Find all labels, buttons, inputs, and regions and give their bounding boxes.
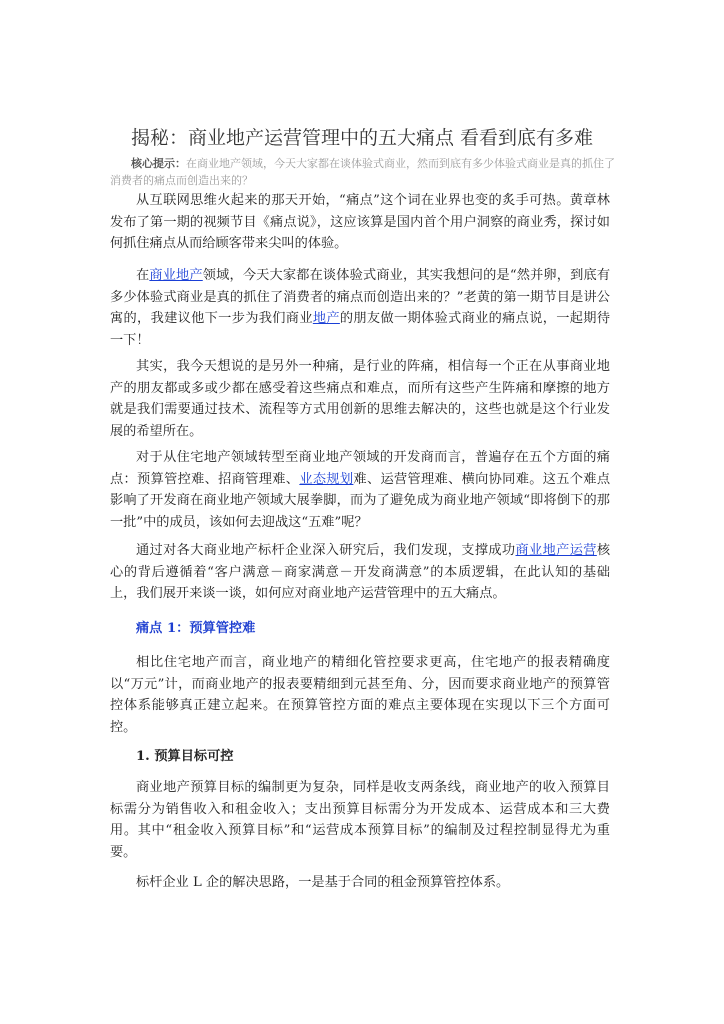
paragraph-solution: 标杆企业 L 企的解决思路，一是基于合同的租金预算管控体系。	[136, 875, 510, 890]
paragraph-experience-text-b: 领域，今天大家都在谈体验式商业，其实我想问的是“然并卵，到底有多少体验式商业是真的抓住了消费者的痛点而创造出来的？”老黄的第一期节目是讲公寓的，我建议他下一步为我们商业	[110, 268, 611, 326]
link-commercial-operation[interactable]: 商业地产运营	[515, 543, 597, 558]
link-commercial-real-estate[interactable]: 商业地产	[149, 268, 203, 283]
paragraph-experience-text-c: 的朋友做一期体验式商业的痛点说，一起期待一下！	[110, 311, 611, 348]
summary-text: 在商业地产领域，今天大家都在谈体验式商业，然而到底有多少体验式商业是真的抓住了消费者的痛点而创造出来的？	[110, 157, 615, 187]
paragraph-research-text-b: 核心的背后遵循着“客户满意－商家满意－开发商满意”的本质逻辑，在此认知的基础上，我们展开来谈一谈，如何应对商业地产运营管理中的五大痛点。	[110, 543, 611, 601]
summary-label: 核心提示：	[131, 157, 186, 170]
paragraph-five-pains-text-b: 难、运营管理难、横向协同难。这五个难点影响了开发商在商业地产领域大展拳脚，而为了避免成为商业地产领域“即将倒下的那一批”中的成员，该如何去迎战这“五难”呢？	[110, 471, 611, 530]
paragraph-five-pains-text-a: 对于从住宅地产领域转型至商业地产领域的开发商而言，普遍存在五个方面的痛点：预算管控难、招商管理难、	[110, 450, 610, 487]
core-summary	[110, 155, 618, 189]
paragraph-experience	[110, 265, 610, 351]
paragraph-intro: 从互联网思维火起来的那天开始，“痛点”这个词在业界也变的炙手可热。黄章林发布了第一期的视频节目《痛点说》，这应该算是国内首个用户洞察的商业秀，探讨如何抓住痛点从而给顾客带来尖叫的体验。	[110, 193, 610, 251]
link-business-planning[interactable]: 业态规划	[299, 471, 354, 487]
link-real-estate[interactable]: 地产	[312, 311, 340, 326]
paragraph-five-pains	[110, 447, 610, 533]
paragraph-industry-pain: 其实，我今天想说的是另外一种痛，是行业的阵痛，相信每一个正在从事商业地产的朋友都或多或少都在感受着这些痛点和难点，而所有这些产生阵痛和摩擦的地方就是我们需要通过技术、流程等方式用创新的思维去解决的，这些也就是这个行业发展的希望所在。	[110, 359, 610, 439]
paragraph-budget-control: 相比住宅地产而言，商业地产的精细化管控要求更高，住宅地产的报表精确度以“万元”计，而商业地产的报表要精细到元甚至角、分，因而要求商业地产的预算管控体系能够真正建立起来。在预算管控方面的难点主要体现在实现以下三个方面可控。	[110, 655, 610, 735]
heading-pain-point-1: 痛点 1：预算管控难	[136, 621, 256, 636]
paragraph-budget-target: 商业地产预算目标的编制更为复杂，同样是收支两条线，商业地产的收入预算目标需分为销售收入和租金收入；支出预算目标需分为开发成本、运营成本和三大费用。其中“租金收入预算目标”和“运营成本预算目标”的编制及过程控制显得尤为重要。	[110, 780, 610, 860]
heading-budget-target: 1. 预算目标可控	[136, 749, 234, 764]
paragraph-experience-text-a: 在	[136, 268, 150, 283]
article-title: 揭秘：商业地产运营管理中的五大痛点 看看到底有多难	[130, 127, 594, 149]
paragraph-research-text-a: 通过对各大商业地产标杆企业深入研究后，我们发现，支撑成功	[136, 543, 516, 558]
paragraph-research	[110, 540, 610, 605]
